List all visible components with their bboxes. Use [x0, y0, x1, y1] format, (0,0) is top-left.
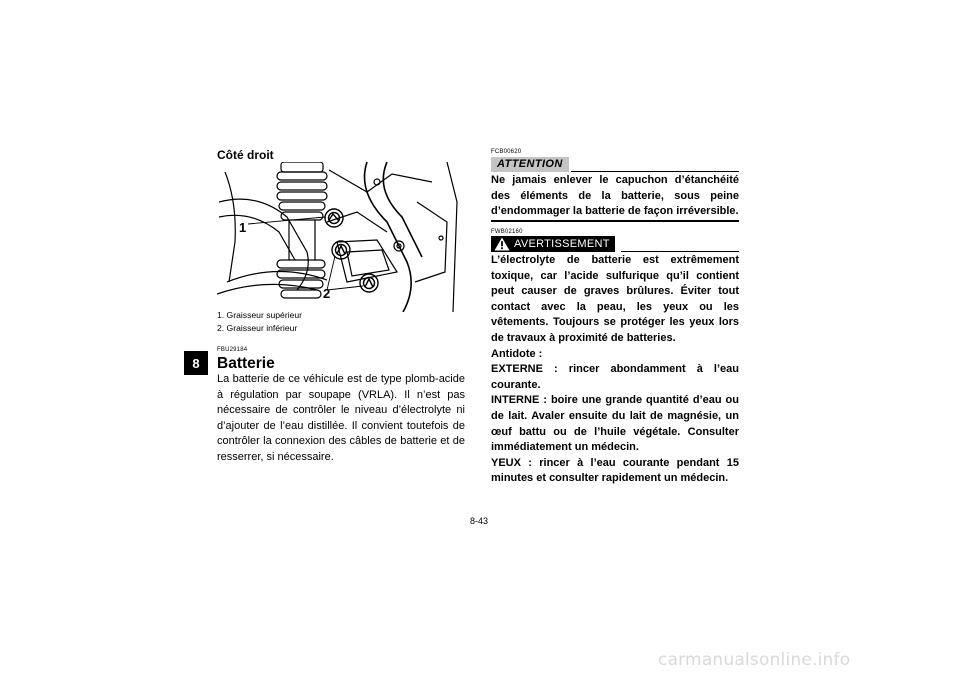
attention-text: Ne jamais enlever le capuchon d’étanchéité des éléments de la batterie, sous peine d’endommager la batterie de façon irréversible.: [491, 174, 739, 218]
watermark: carmanualsonline.info: [658, 650, 851, 670]
attention-label: ATTENTION: [491, 157, 569, 172]
attention-end-rule: [491, 220, 739, 222]
warning-code: FWB02160: [491, 229, 523, 235]
chapter-tab: 8: [184, 351, 208, 375]
warning-text: [491, 253, 739, 487]
battery-section-body: La batterie de ce véhicule est de type plomb-acide à régulation par soupape (VRLA). Il n’est pas nécessaire de contrôler le niveau d’électrolyte ni d’ajouter de l’eau distillée. Il convient toutefois de contrôler la connexion des câbles de batterie et de resserrer, si nécessaire.: [217, 373, 465, 463]
attention-code: FCB00620: [491, 149, 522, 155]
figure-title: Côté droit: [217, 148, 274, 162]
caption-upper-grease-nipple: 1. Graisseur supérieur: [217, 310, 303, 320]
callout-2: 2: [323, 286, 331, 301]
warning-internal: INTERNE : boire une grande quantité d’eau ou de lait. Avaler ensuite du lait de magnésie, un œuf battu ou de l’huile végétale. Consulter immédiatement un médecin.: [491, 394, 739, 454]
warning-paragraph: L’électrolyte de batterie est extrêmement toxique, car l’acide sulfurique qu’il contient peut causer de graves brûlures. Éviter tout contact avec la peau, les yeux ou les vêtements. Toujours se protéger les yeux lors de travaux à proximité de batteries.: [491, 254, 739, 344]
warning-label-box: [491, 236, 615, 252]
warning-header: [491, 236, 739, 253]
attention-rule: [571, 171, 739, 173]
battery-section-code: FBU29184: [217, 347, 248, 353]
warning-rule: [621, 251, 739, 253]
coil-spring: [277, 162, 327, 298]
lower-grease-nipple: [332, 241, 378, 292]
suspension-illustration: [217, 162, 463, 312]
warning-eyes: YEUX : rincer à l’eau courante pendant 15 minutes et consulter rapidement un médecin.: [491, 456, 739, 485]
warning-triangle-icon: [494, 237, 510, 251]
page-number: 8-43: [470, 516, 489, 526]
figure-captions: [217, 309, 302, 334]
callout-1: 1: [239, 220, 247, 235]
warning-antidote-heading: Antidote :: [491, 347, 543, 360]
attention-header: [491, 157, 739, 173]
battery-section-title: Batterie: [217, 355, 275, 372]
warning-label: AVERTISSEMENT: [514, 238, 610, 250]
caption-lower-grease-nipple: 2. Graisseur inférieur: [217, 322, 298, 333]
warning-external: EXTERNE : rincer abondamment à l’eau courante.: [491, 363, 739, 391]
